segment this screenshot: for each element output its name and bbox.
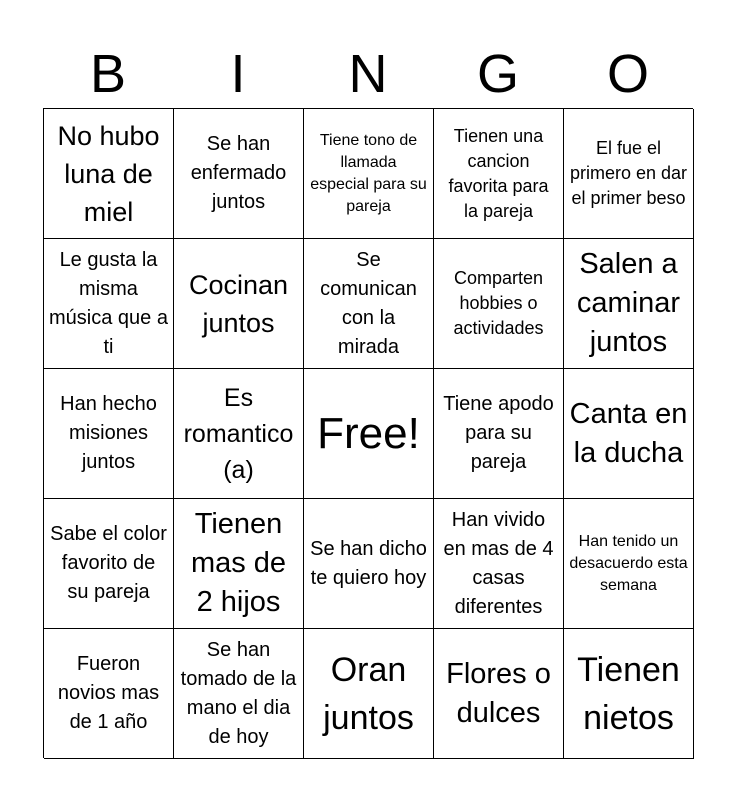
cell-text: Canta en la ducha [569, 397, 688, 469]
bingo-cell[interactable] [564, 239, 694, 369]
bingo-cell[interactable] [564, 499, 694, 629]
cell-text: Se comunican con la mirada [320, 248, 417, 358]
bingo-cell[interactable] [304, 109, 434, 239]
cell-text: Tiene tono de llamada especial para su pareja [310, 131, 427, 215]
cell-text: Sabe el color favorito de su pareja [50, 523, 167, 603]
cell-text: Free! [317, 408, 420, 458]
bingo-cell[interactable] [304, 239, 434, 369]
cell-text: Fueron novios mas de 1 año [57, 653, 160, 733]
bingo-cell[interactable] [434, 239, 564, 369]
cell-text: Flores o dulces [446, 657, 551, 729]
cell-text: Han hecho misiones juntos [60, 393, 157, 473]
bingo-cell[interactable] [434, 499, 564, 629]
cell-text: Salen a caminar juntos [576, 248, 681, 358]
bingo-cell[interactable] [44, 499, 174, 629]
bingo-cell[interactable] [564, 369, 694, 499]
header-letter-g: G [476, 44, 519, 104]
bingo-cell[interactable] [44, 239, 174, 369]
bingo-cell[interactable] [174, 239, 304, 369]
bingo-cell[interactable] [174, 629, 304, 759]
cell-text: Se han tomado de la mano el dia de hoy [180, 638, 297, 748]
cell-text: El fue el primero en dar el primer beso [569, 138, 688, 208]
cell-text: Es romantico (a) [183, 383, 294, 484]
cell-text: Le gusta la misma música que a ti [49, 248, 168, 358]
bingo-cell[interactable] [304, 629, 434, 759]
bingo-header [43, 40, 693, 108]
cell-text: Oran juntos [323, 650, 414, 737]
cell-text: Han tenido un desacuerdo esta semana [569, 532, 688, 594]
cell-text: Tienen mas de 2 hijos [190, 508, 287, 618]
bingo-cell[interactable] [434, 109, 564, 239]
header-letter-o: O [606, 44, 649, 104]
bingo-cell[interactable] [174, 499, 304, 629]
header-letter-i: I [230, 44, 246, 104]
free-space[interactable] [304, 369, 434, 499]
cell-text: Tiene apodo para su pareja [443, 393, 554, 473]
bingo-cell[interactable] [564, 629, 694, 759]
header-letter-b: B [89, 44, 127, 104]
bingo-cell[interactable] [44, 629, 174, 759]
cell-text: Se han enfermado juntos [190, 133, 287, 213]
cell-text: Cocinan juntos [188, 269, 289, 338]
header-letter-n: N [348, 44, 388, 104]
cell-text: Tienen nietos [577, 650, 680, 737]
cell-text: No hubo luna de miel [57, 120, 160, 227]
bingo-cell[interactable] [174, 109, 304, 239]
cell-text: Se han dicho te quiero hoy [310, 537, 427, 589]
cell-text: Tienen una cancion favorita para la pareja [448, 125, 549, 221]
cell-text: Comparten hobbies o actividades [453, 268, 544, 338]
bingo-cell[interactable] [174, 369, 304, 499]
bingo-cell[interactable] [434, 629, 564, 759]
bingo-cell[interactable] [564, 109, 694, 239]
bingo-cell[interactable] [434, 369, 564, 499]
bingo-cell[interactable] [304, 499, 434, 629]
bingo-cell[interactable] [44, 369, 174, 499]
cell-text: Han vivido en mas de 4 casas diferentes [443, 508, 554, 618]
bingo-cell[interactable] [44, 109, 174, 239]
bingo-grid [43, 108, 693, 758]
